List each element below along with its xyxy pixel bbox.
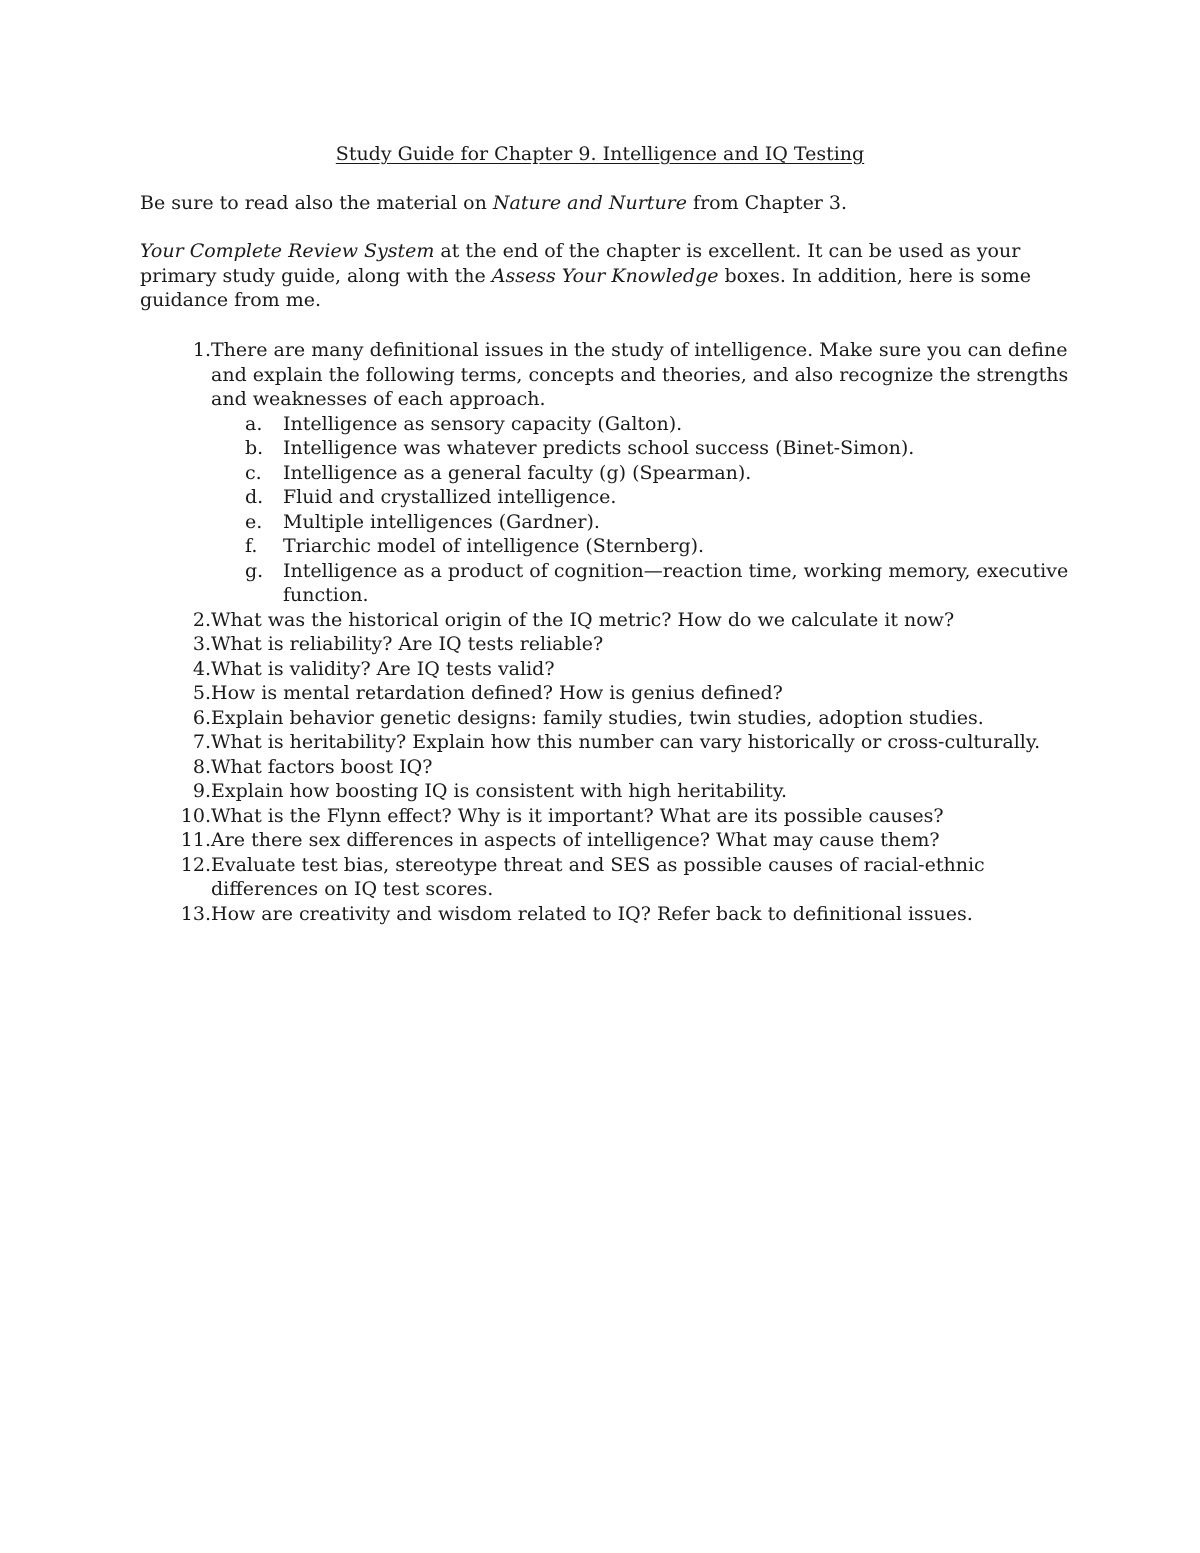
list-item-text: What factors boost IQ? (211, 755, 433, 778)
list-item-number: 13. (180, 902, 211, 925)
list-item-number: 12. (180, 853, 211, 876)
list-item-body (211, 730, 1070, 755)
list-item-text: How are creativity and wisdom related to IQ? Refer back to definitional issues. (211, 902, 973, 925)
list-item-body (211, 828, 1070, 853)
list-item-body (211, 681, 1070, 706)
list-item (140, 338, 1070, 608)
review-text-1: at the end of the chapter is excellent. It can be used as your primary study guide, along with the (140, 240, 1021, 287)
list-item (140, 632, 1070, 657)
list-item-number: 10. (180, 804, 211, 827)
review-text-2: boxes. In addition, here is some guidance from me. (140, 264, 1032, 311)
sub-list-item-letter: b. (245, 437, 264, 459)
sub-list-item-text: Intelligence as sensory capacity (Galton). (283, 412, 683, 435)
list-item-body (211, 608, 1070, 633)
list-item-number: 6. (192, 706, 211, 729)
review-paragraph (140, 239, 1060, 313)
list-item (140, 755, 1070, 780)
list-item-text: What is reliability? Are IQ tests reliable? (211, 633, 604, 655)
list-item-body (211, 804, 1070, 829)
sub-list-item (140, 412, 1070, 437)
sub-list-item-text: Triarchic model of intelligence (Sternberg). (283, 535, 705, 557)
list-item-text: What is validity? Are IQ tests valid? (211, 657, 555, 680)
list-item (140, 853, 1070, 902)
sub-list-item-text: Fluid and crystallized intelligence. (283, 486, 617, 508)
list-item (140, 608, 1070, 633)
list-item-number: 11. (180, 829, 211, 851)
sub-list (211, 412, 1070, 608)
list-item-text: Are there sex differences in aspects of intelligence? What may cause them? (211, 829, 940, 851)
list-item-number: 2. (192, 608, 211, 631)
list-item-body (211, 755, 1070, 780)
list-item-body (211, 632, 1070, 657)
sub-list-item-text: Intelligence as a product of cognition—reaction time, working memory, executive function. (283, 559, 1069, 606)
sub-list-item (140, 510, 1070, 535)
list-item (140, 730, 1070, 755)
list-item-text: Explain how boosting IQ is consistent with high heritability. (211, 780, 787, 802)
list-item (140, 902, 1070, 927)
list-item-text: What is heritability? Explain how this number can vary historically or cross-culturally. (211, 731, 1041, 753)
list-item-number: 1. (192, 339, 211, 361)
intro-text-before: Be sure to read also the material on (140, 192, 493, 214)
sub-list-item-text: Intelligence was whatever predicts school success (Binet-Simon). (283, 437, 915, 459)
sub-list-item-letter: e. (245, 510, 263, 533)
list-item-text: Explain behavior genetic designs: family studies, twin studies, adoption studies. (211, 706, 984, 729)
list-item (140, 706, 1070, 731)
list-item-body (211, 853, 1070, 902)
sub-list-item-text: Multiple intelligences (Gardner). (283, 510, 600, 533)
review-emphasis-1: Your Complete Review System (140, 240, 435, 262)
list-item-text: How is mental retardation defined? How is genius defined? (211, 682, 783, 704)
list-item-body (211, 706, 1070, 731)
sub-list-item (140, 559, 1070, 608)
sub-list-item (140, 461, 1070, 486)
list-item-text: What was the historical origin of the IQ metric? How do we calculate it now? (211, 608, 955, 631)
list-item (140, 804, 1070, 829)
intro-emphasis: Nature and Nurture (492, 192, 688, 214)
sub-list-item-letter: d. (245, 486, 264, 508)
list-item-body (211, 779, 1070, 804)
list-item-body (211, 657, 1070, 682)
list-item-body (211, 338, 1070, 608)
page-title: Study Guide for Chapter 9. Intelligence and IQ Testing (335, 143, 865, 165)
sub-list-item (140, 534, 1070, 559)
sub-list-item-letter: g. (245, 559, 264, 582)
question-list (140, 338, 1070, 926)
intro-paragraph (140, 191, 1060, 216)
sub-list-item-text: Intelligence as a general faculty (g) (Spearman). (283, 461, 752, 484)
list-item-number: 5. (192, 682, 211, 704)
list-item-text: What is the Flynn effect? Why is it important? What are its possible causes? (211, 804, 944, 827)
list-item-number: 9. (192, 780, 211, 802)
list-item-number: 4. (192, 657, 211, 680)
sub-list-item-letter: c. (245, 461, 262, 484)
list-item-number: 7. (192, 731, 211, 753)
review-emphasis-2: Assess Your Knowledge (491, 264, 719, 287)
sub-list-item (140, 485, 1070, 510)
list-item (140, 657, 1070, 682)
list-item-text: Evaluate test bias, stereotype threat and SES as possible causes of racial-ethnic differences on IQ test scores. (211, 853, 985, 900)
sub-list-item-letter: f. (245, 535, 258, 557)
list-item-number: 3. (192, 633, 211, 655)
list-item-number: 8. (192, 755, 211, 778)
sub-list-item-letter: a. (245, 412, 263, 435)
list-item-text: There are many definitional issues in the study of intelligence. Make sure you can define and explain the following terms, concepts and theories, and also recognize the strengths and weaknesses of each approach. (211, 339, 1069, 410)
intro-text-after: from Chapter 3. (687, 192, 848, 214)
sub-list-item (140, 436, 1070, 461)
list-item (140, 828, 1070, 853)
list-item (140, 779, 1070, 804)
list-item-body (211, 902, 1070, 927)
list-item (140, 681, 1070, 706)
